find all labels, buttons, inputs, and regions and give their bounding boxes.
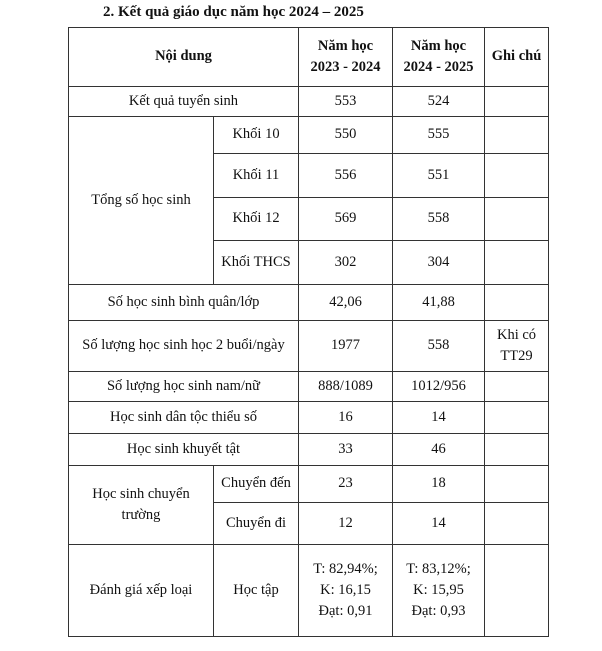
evaluation-label: Đánh giá xếp loại xyxy=(69,545,214,637)
two-sessions-note-line1: Khi có xyxy=(496,326,537,343)
transfer-in-label: Chuyển đến xyxy=(214,466,299,503)
row-evaluation xyxy=(69,545,549,637)
header-year1-line1: Năm học xyxy=(317,37,374,54)
row-transfer-in xyxy=(69,466,549,503)
row-grade-10 xyxy=(69,117,549,154)
avg-per-class-y1: 42,06 xyxy=(299,285,393,321)
grade-11-y2: 551 xyxy=(393,154,485,198)
grade-11-note xyxy=(485,154,549,198)
gender-note xyxy=(485,372,549,402)
ethnic-y2: 14 xyxy=(393,402,485,434)
grade-10-note xyxy=(485,117,549,154)
evaluation-y1-t: T: 82,94%; xyxy=(313,560,378,577)
grade-thcs-y2: 304 xyxy=(393,241,485,285)
gender-y2: 1012/956 xyxy=(393,372,485,402)
grade-thcs-y1: 302 xyxy=(299,241,393,285)
transfer-in-note xyxy=(485,466,549,503)
transfer-out-y1: 12 xyxy=(299,503,393,545)
avg-per-class-note xyxy=(485,285,549,321)
evaluation-note xyxy=(485,545,549,637)
header-note: Ghi chú xyxy=(485,28,549,87)
grade-10-y2: 555 xyxy=(393,117,485,154)
two-sessions-note-line2: TT29 xyxy=(500,348,533,364)
row-disabled xyxy=(69,434,549,466)
evaluation-y2-k: K: 15,95 xyxy=(413,581,464,598)
two-sessions-label: Số lượng học sinh học 2 buổi/ngày xyxy=(69,321,299,372)
row-ethnic xyxy=(69,402,549,434)
ethnic-note xyxy=(485,402,549,434)
disabled-y2: 46 xyxy=(393,434,485,466)
grade-10-y1: 550 xyxy=(299,117,393,154)
disabled-label: Học sinh khuyết tật xyxy=(69,434,299,466)
grade-12-y2: 558 xyxy=(393,198,485,241)
evaluation-y1-dat: Đạt: 0,91 xyxy=(318,603,373,619)
transfer-out-note xyxy=(485,503,549,545)
grade-12-note xyxy=(485,198,549,241)
transfer-in-y2: 18 xyxy=(393,466,485,503)
evaluation-y2-t: T: 83,12%; xyxy=(406,560,471,577)
evaluation-y2-dat: Đạt: 0,93 xyxy=(411,603,466,619)
transfer-in-y1: 23 xyxy=(299,466,393,503)
education-results-table xyxy=(68,27,549,637)
row-admission xyxy=(69,87,549,117)
avg-per-class-y2: 41,88 xyxy=(393,285,485,321)
header-content: Nội dung xyxy=(69,28,299,87)
admission-label: Kết quả tuyển sinh xyxy=(69,87,299,117)
disabled-y1: 33 xyxy=(299,434,393,466)
disabled-note xyxy=(485,434,549,466)
two-sessions-note xyxy=(485,321,549,372)
grade-11-y1: 556 xyxy=(299,154,393,198)
row-gender xyxy=(69,372,549,402)
total-students-label: Tổng số học sinh xyxy=(69,117,214,285)
evaluation-y1-k: K: 16,15 xyxy=(320,581,371,598)
evaluation-y1 xyxy=(299,545,393,637)
transfer-label-line1: Học sinh chuyển xyxy=(92,485,190,502)
grade-thcs-label: Khối THCS xyxy=(214,241,299,285)
evaluation-sub-label: Học tập xyxy=(214,545,299,637)
header-year2-line1: Năm học xyxy=(410,37,467,54)
transfer-out-y2: 14 xyxy=(393,503,485,545)
header-row xyxy=(69,28,549,87)
grade-10-label: Khối 10 xyxy=(214,117,299,154)
transfer-label xyxy=(69,466,214,545)
admission-y1: 553 xyxy=(299,87,393,117)
ethnic-y1: 16 xyxy=(299,402,393,434)
admission-y2: 524 xyxy=(393,87,485,117)
evaluation-y2 xyxy=(393,545,485,637)
gender-label: Số lượng học sinh nam/nữ xyxy=(69,372,299,402)
grade-12-y1: 569 xyxy=(299,198,393,241)
grade-thcs-note xyxy=(485,241,549,285)
transfer-label-line2: trường xyxy=(121,507,161,523)
grade-12-label: Khối 12 xyxy=(214,198,299,241)
header-year-2023-2024 xyxy=(299,28,393,87)
row-avg-per-class xyxy=(69,285,549,321)
grade-11-label: Khối 11 xyxy=(214,154,299,198)
ethnic-label: Học sinh dân tộc thiểu số xyxy=(69,402,299,434)
gender-y1: 888/1089 xyxy=(299,372,393,402)
transfer-out-label: Chuyển đi xyxy=(214,503,299,545)
header-year1-line2: 2023 - 2024 xyxy=(310,59,381,75)
two-sessions-y1: 1977 xyxy=(299,321,393,372)
admission-note xyxy=(485,87,549,117)
header-year-2024-2025 xyxy=(393,28,485,87)
two-sessions-y2: 558 xyxy=(393,321,485,372)
avg-per-class-label: Số học sinh bình quân/lớp xyxy=(69,285,299,321)
row-two-sessions xyxy=(69,321,549,372)
section-heading: 2. Kết quả giáo dục năm học 2024 – 2025 xyxy=(103,4,364,20)
header-year2-line2: 2024 - 2025 xyxy=(403,59,474,75)
